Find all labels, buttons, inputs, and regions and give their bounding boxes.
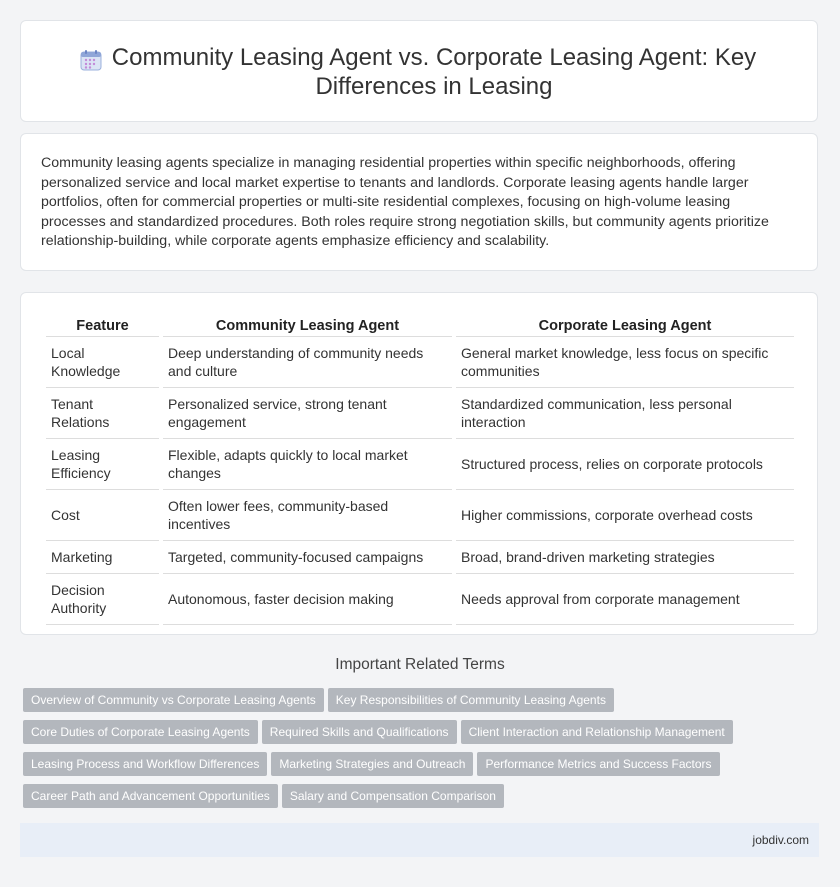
comparison-card <box>20 292 818 635</box>
comparison-table <box>42 314 798 625</box>
related-term-tag[interactable]: Required Skills and Qualifications <box>262 720 457 744</box>
feature-cell: Local Knowledge <box>46 337 159 388</box>
feature-cell: Decision Authority <box>46 574 159 625</box>
corporate-cell: Structured process, relies on corporate protocols <box>456 439 794 490</box>
table-row <box>46 337 794 388</box>
table-row <box>46 541 794 574</box>
corporate-cell: General market knowledge, less focus on specific communities <box>456 337 794 388</box>
related-term-tag[interactable]: Performance Metrics and Success Factors <box>477 752 719 776</box>
header-card <box>20 20 818 122</box>
footer-site-link[interactable]: jobdiv.com <box>752 833 809 847</box>
community-cell: Deep understanding of community needs and culture <box>163 337 452 388</box>
related-term-tag[interactable]: Salary and Compensation Comparison <box>282 784 504 808</box>
community-cell: Targeted, community-focused campaigns <box>163 541 452 574</box>
table-header-row <box>46 314 794 337</box>
column-header-corporate: Corporate Leasing Agent <box>456 314 794 337</box>
corporate-cell: Broad, brand-driven marketing strategies <box>456 541 794 574</box>
community-cell: Often lower fees, community-based incentives <box>163 490 452 541</box>
table-row <box>46 388 794 439</box>
footer <box>20 823 819 857</box>
related-term-tag[interactable]: Marketing Strategies and Outreach <box>271 752 473 776</box>
feature-cell: Cost <box>46 490 159 541</box>
feature-cell: Leasing Efficiency <box>46 439 159 490</box>
community-cell: Personalized service, strong tenant engagement <box>163 388 452 439</box>
table-row <box>46 439 794 490</box>
related-term-tag[interactable]: Core Duties of Corporate Leasing Agents <box>23 720 258 744</box>
feature-cell: Marketing <box>46 541 159 574</box>
intro-text: Community leasing agents specialize in managing residential properties within specific neighborhoods, offering personalized service and local market expertise to tenants and landlords. Corporate leasing agents handle larger portfolios, often for commercial properties or multi-site residential complexes, focusing on high-volume leasing processes and standardized procedures. Both roles require strong negotiation skills, but community agents prioritize relationship-building, while corporate agents emphasize efficiency and scalability. <box>41 155 769 249</box>
related-term-tag[interactable]: Career Path and Advancement Opportunities <box>23 784 278 808</box>
community-cell: Flexible, adapts quickly to local market changes <box>163 439 452 490</box>
related-terms-list <box>23 688 823 816</box>
corporate-cell: Needs approval from corporate management <box>456 574 794 625</box>
related-term-tag[interactable]: Leasing Process and Workflow Differences <box>23 752 267 776</box>
table-row <box>46 574 794 625</box>
intro-card <box>20 133 818 271</box>
related-term-tag[interactable]: Client Interaction and Relationship Management <box>461 720 733 744</box>
related-term-tag[interactable]: Overview of Community vs Corporate Leasing Agents <box>23 688 324 712</box>
column-header-feature: Feature <box>46 314 159 337</box>
corporate-cell: Standardized communication, less personal interaction <box>456 388 794 439</box>
community-cell: Autonomous, faster decision making <box>163 574 452 625</box>
page-title: Community Leasing Agent vs. Corporate Leasing Agent: Key Differences in Leasing <box>111 44 757 100</box>
related-term-tag[interactable]: Key Responsibilities of Community Leasing Agents <box>328 688 614 712</box>
table-row <box>46 490 794 541</box>
feature-cell: Tenant Relations <box>46 388 159 439</box>
column-header-community: Community Leasing Agent <box>163 314 452 337</box>
corporate-cell: Higher commissions, corporate overhead costs <box>456 490 794 541</box>
related-terms-title: Important Related Terms <box>335 656 505 673</box>
